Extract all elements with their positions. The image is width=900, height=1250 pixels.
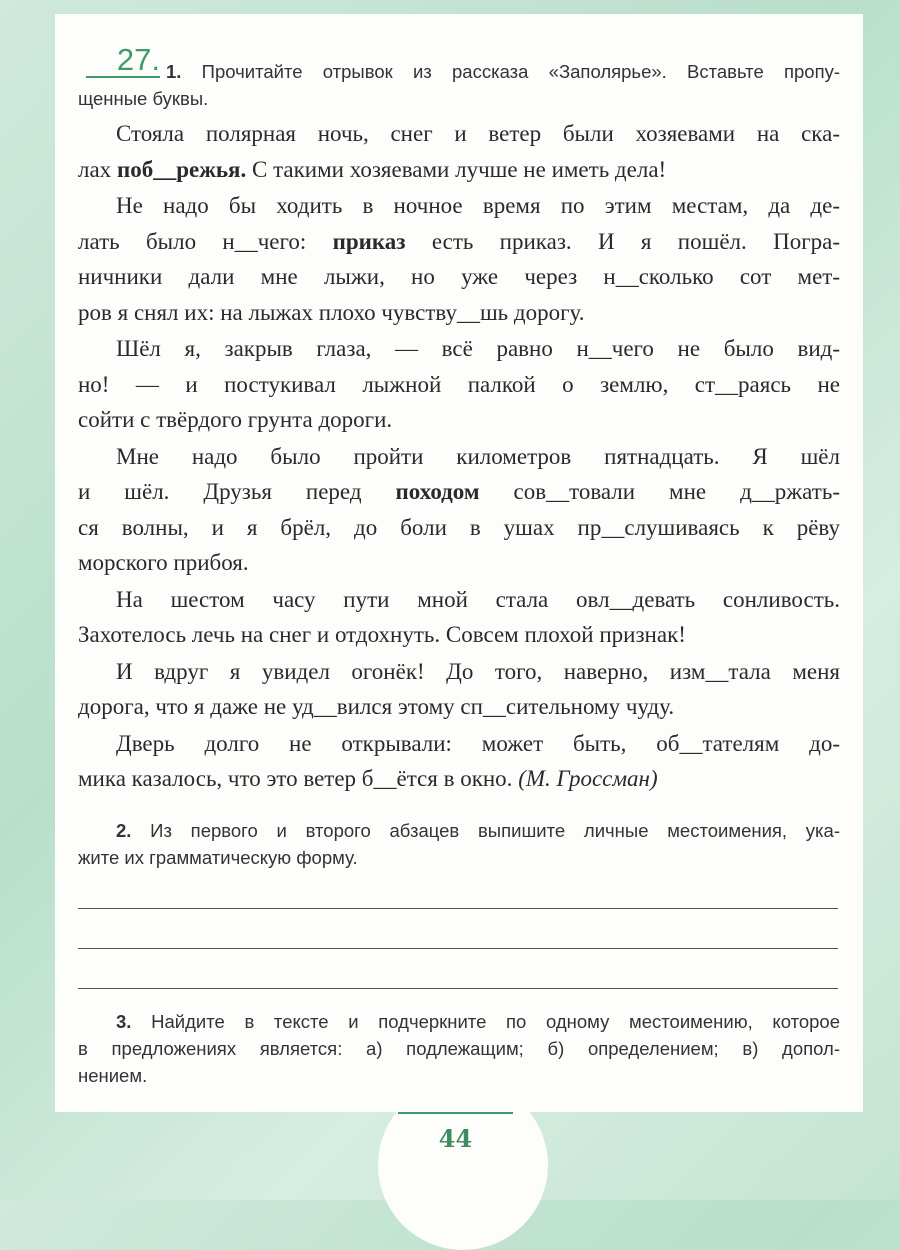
- text-line: [78, 689, 840, 725]
- text-line: [78, 474, 840, 510]
- text-segment: но! — и постукивал лыжной палкой о землю, ст__раясь не: [78, 371, 840, 397]
- task-3-number: 3.: [116, 1011, 132, 1032]
- task-2-number: 2.: [116, 820, 132, 841]
- task-1-number: 1.: [166, 61, 182, 82]
- text-segment: Не надо бы ходить в ночное время по этим местам, да де-: [116, 193, 840, 218]
- text-line: [78, 224, 840, 260]
- story-excerpt: [78, 116, 840, 798]
- text-segment: ров я снял их: на лыжах плохо чувству__шь дорогу.: [78, 299, 585, 325]
- page-number-rule: [398, 1112, 513, 1114]
- paragraph: [78, 188, 840, 330]
- paragraph: [78, 726, 840, 797]
- text-segment: Стояла полярная ночь, снег и ветер были хозяевами на ска-: [116, 121, 840, 146]
- text-line: [78, 726, 840, 762]
- text-line: [78, 545, 840, 581]
- text-line: [78, 259, 840, 295]
- text-segment: С такими хозяевами лучше не иметь дела!: [246, 156, 667, 182]
- task-1-text: Прочитайте отрывок из рассказа «Заполярье». Вставьте пропу-: [201, 61, 840, 82]
- text-segment: Мне надо было пройти километров пятнадцать. Я шёл: [116, 443, 840, 469]
- text-line: [78, 116, 840, 152]
- task-3-text: Найдите в тексте и подчеркните по одному местоимению, которое: [151, 1011, 840, 1032]
- task-2-line: [78, 817, 840, 844]
- task-2-text: Из первого и второго абзацев выпишите личные местоимения, ука-: [150, 820, 840, 841]
- task-3-line: нением.: [78, 1065, 148, 1086]
- answer-line[interactable]: [78, 948, 838, 949]
- text-segment: сойти с твёрдого грунта дороги.: [78, 407, 393, 432]
- text-line: [78, 295, 840, 331]
- text-line: [78, 367, 840, 403]
- text-line: [78, 617, 840, 653]
- paragraph: [78, 582, 840, 653]
- text-line: [78, 654, 840, 690]
- paragraph: [78, 654, 840, 725]
- text-segment: Шёл я, закрыв глаза, — всё равно н__чего не было вид-: [116, 336, 840, 361]
- text-segment: есть приказ. И я пошёл. Погра-: [405, 228, 840, 254]
- task-1-line: [78, 58, 840, 85]
- text-segment: лать было н__чего:: [78, 228, 333, 254]
- task-3-line: в предложениях является: а) подлежащим; б) определением; в) допол-: [78, 1038, 840, 1059]
- text-segment: ся волны, и я брёл, до боли в ушах пр__слушиваясь к рёву: [78, 514, 840, 540]
- paragraph: [78, 439, 840, 581]
- task-2-line: жите их грамматическую форму.: [78, 847, 358, 868]
- answer-line[interactable]: [78, 908, 838, 909]
- paragraph: [78, 116, 840, 187]
- text-line: [78, 761, 840, 797]
- paragraph: [78, 331, 840, 438]
- text-line: [78, 402, 840, 438]
- bold-word: приказ: [332, 228, 406, 254]
- text-segment: лах: [78, 156, 117, 182]
- text-line: [78, 582, 840, 618]
- text-line: [78, 331, 840, 367]
- text-segment: мика казалось, что это ветер б__ётся в окно.: [78, 766, 519, 791]
- task-1-line: щенные буквы.: [78, 88, 209, 109]
- text-segment: ничники дали мне лыжи, но уже через н__сколько сот мет-: [78, 264, 840, 289]
- exercise-number: 27.: [86, 44, 160, 78]
- text-segment: сов__товали мне д__ржать-: [479, 479, 840, 504]
- text-segment: Дверь долго не открывали: может быть, об__тателям до-: [116, 730, 840, 756]
- task-2: [78, 817, 840, 871]
- text-segment: морского прибоя.: [78, 550, 249, 575]
- text-segment: Захотелось лечь на снег и отдохнуть. Совсем плохой признак!: [78, 622, 686, 647]
- page-number-tab: [378, 1080, 548, 1250]
- bold-word: походом: [395, 479, 480, 504]
- text-segment: На шестом часу пути мной стала овл__девать сонливость.: [116, 586, 840, 612]
- text-segment: и шёл. Друзья перед: [78, 479, 396, 504]
- text-segment: И вдруг я увидел огонёк! До того, наверно, изм__тала меня: [116, 658, 840, 684]
- task-3-line: [78, 1008, 840, 1035]
- task-3: [78, 1008, 840, 1089]
- text-line: [78, 152, 840, 188]
- author-attribution: (М. Гроссман): [518, 766, 658, 791]
- bold-word: поб__режья.: [116, 156, 247, 182]
- text-line: [78, 439, 840, 475]
- text-line: [78, 188, 840, 224]
- task-1: [78, 58, 840, 112]
- answer-line[interactable]: [78, 988, 838, 989]
- text-segment: дорога, что я даже не уд__вился этому сп__сительному чуду.: [78, 694, 675, 719]
- text-line: [78, 510, 840, 546]
- page-number: 44: [438, 1124, 473, 1153]
